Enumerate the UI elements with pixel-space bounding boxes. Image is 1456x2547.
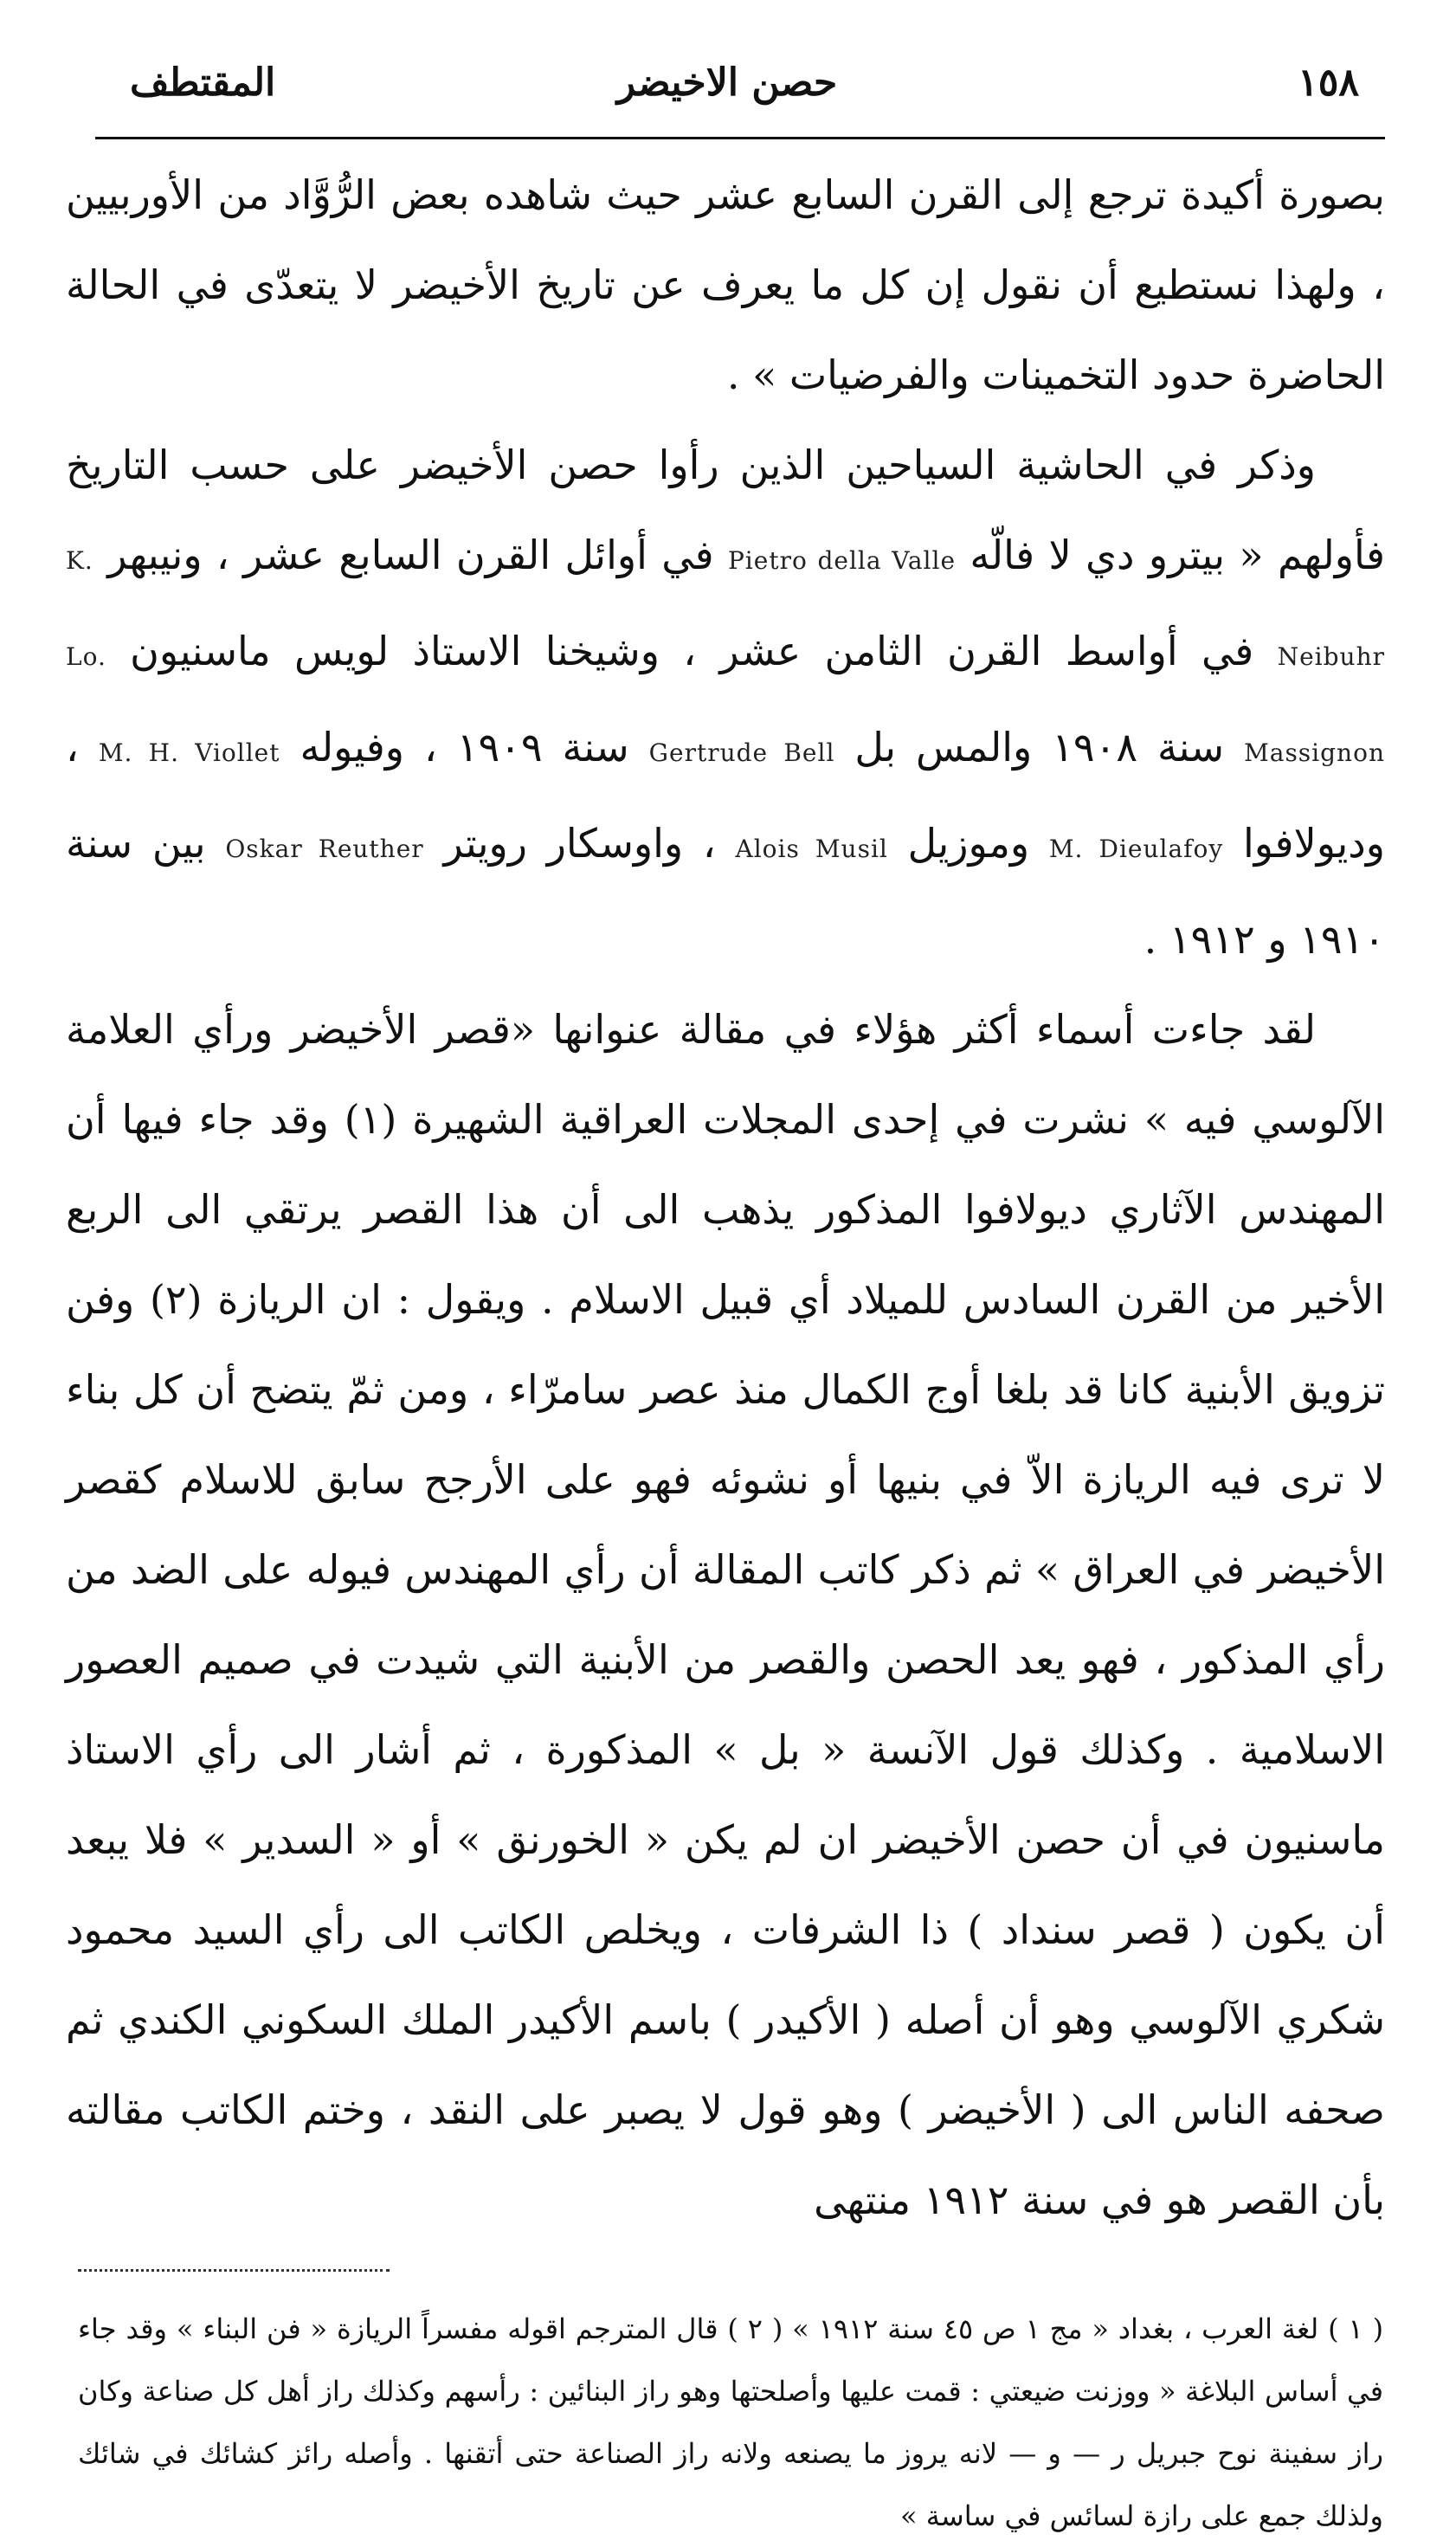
p2-text-6: ، وديولافوا [66, 724, 1385, 867]
document-page [61, 52, 1394, 2547]
running-title: حصن الاخيضر [616, 61, 838, 105]
p2-text-2: في أوائل القرن السابع عشر ، ونيبهر [93, 532, 728, 578]
journal-name: المقتطف [130, 61, 276, 105]
paragraph-2 [61, 420, 1394, 984]
latin-name-pietro-della-valle: Pietro della Valle [727, 546, 957, 575]
p2-text-3: في أواسط القرن الثامن عشر ، وشيخنا الاستاذ لويس ماسنيون [106, 628, 1278, 674]
footnote-text: ( ١ ) لغة العرب ، بغداد « مج ١ ص ٤٥ سنة ١٩١٢ » ( ٢ ) قال المترجم اقوله مفسراً الريازة « فن البناء » وقد جاء في أساس البلاغة « ووزنت ضيعتي : قمت عليها وأصلحتها وهو راز البنائين : رأسهم وكذلك راز أهل كل صناعة وكان راز سفينة نوح جبريل ر — و — لانه يروز ما يصنعه ولانه راز الصناعة حتى أتقنها . وأصله رائز كشائك في شائك ولذلك جمع على رازة لسائس في ساسة » [78, 2312, 1384, 2532]
footnote-separator [78, 2269, 390, 2272]
page-header [61, 52, 1394, 121]
p2-text-7: وموزيل [887, 820, 1049, 867]
paragraph-1: بصورة أكيدة ترجع إلى القرن السابع عشر حيث شاهده بعض الرُّوَّاد من الأوربيين ، ولهذا نستطيع أن نقول إن كل ما يعرف عن تاريخ الأخيضر لا يتعدّى في الحالة الحاضرة حدود التخمينات والفرضيات » . [66, 171, 1385, 398]
p2-text-8: ، واوسكار رويتر [423, 820, 736, 867]
latin-name-massignon: Lo. Massignon [66, 642, 1385, 767]
latin-name-dieulafoy: M. Dieulafoy [1048, 835, 1224, 863]
paragraph-3: لقد جاءت أسماء أكثر هؤلاء في مقالة عنوانها «قصر الأخيضر ورأي العلامة الآلوسي فيه » نشرت في إحدى المجلات العراقية الشهيرة (١) وقد جاء فيها أن المهندس الآثاري ديولافوا المذكور يذهب الى أن هذا القصر يرتقي الى الربع الأخير من القرن السادس للميلاد أي قبيل الاسلام . ويقول : ان الريازة (٢) وفن تزويق الأبنية كانا قد بلغا أوج الكمال منذ عصر سامرّاء ، ومن ثمّ يتضح أن كل بناء لا ترى فيه الريازة الاّ في بنيها أو نشوئه فهو على الأرجح سابق للاسلام كقصر الأخيضر في العراق » ثم ذكر كاتب المقالة أن رأي المهندس فيوله على الضد من رأي المذكور ، فهو يعد الحصن والقصر من الأبنية التي شيدت في صميم العصور الاسلامية . وكذلك قول الآنسة « بل » المذكورة ، ثم أشار الى رأي الاستاذ ماسنيون في أن حصن الأخيضر ان لم يكن « الخورنق » أو « السدير » فلا يبعد أن يكون ( قصر سنداد ) ذا الشرفات ، ويخلص الكاتب الى رأي السيد محمود شكري الآلوسي وهو أن أصله ( الأكيدر ) باسم الأكيدر الملك السكوني الكندي ثم صحفه الناس الى ( الأخيضر ) وهو قول لا يصبر على النقد ، وختم الكاتب مقالته بأن القصر هو في سنة ١٩١٢ منتهى [66, 1006, 1385, 2223]
latin-name-musil: Alois Musil [735, 835, 888, 863]
latin-name-gertrude-bell: Gertrude Bell [648, 738, 835, 767]
p2-text-5: سنة ١٩٠٩ ، وفيوله [280, 724, 649, 771]
p2-text-1: وذكر في الحاشية السياحين الذين رأوا حصن الأخيضر على حسب التاريخ فأولهم « بيترو دي لا فالّه [66, 442, 1385, 578]
footnotes [61, 2298, 1394, 2547]
p2-text-4: سنة ١٩٠٨ والمس بل [834, 724, 1245, 771]
page-number: ١٥٨ [1298, 61, 1359, 105]
latin-name-reuther: Oskar Reuther [225, 835, 424, 863]
latin-name-viollet: M. H. Viollet [98, 738, 280, 767]
header-rule [95, 137, 1385, 139]
p2-text-9: بين سنة ١٩١٠ و ١٩١٢ . [66, 820, 1385, 963]
latin-name-neibuhr: K. Neibuhr [66, 546, 1385, 671]
